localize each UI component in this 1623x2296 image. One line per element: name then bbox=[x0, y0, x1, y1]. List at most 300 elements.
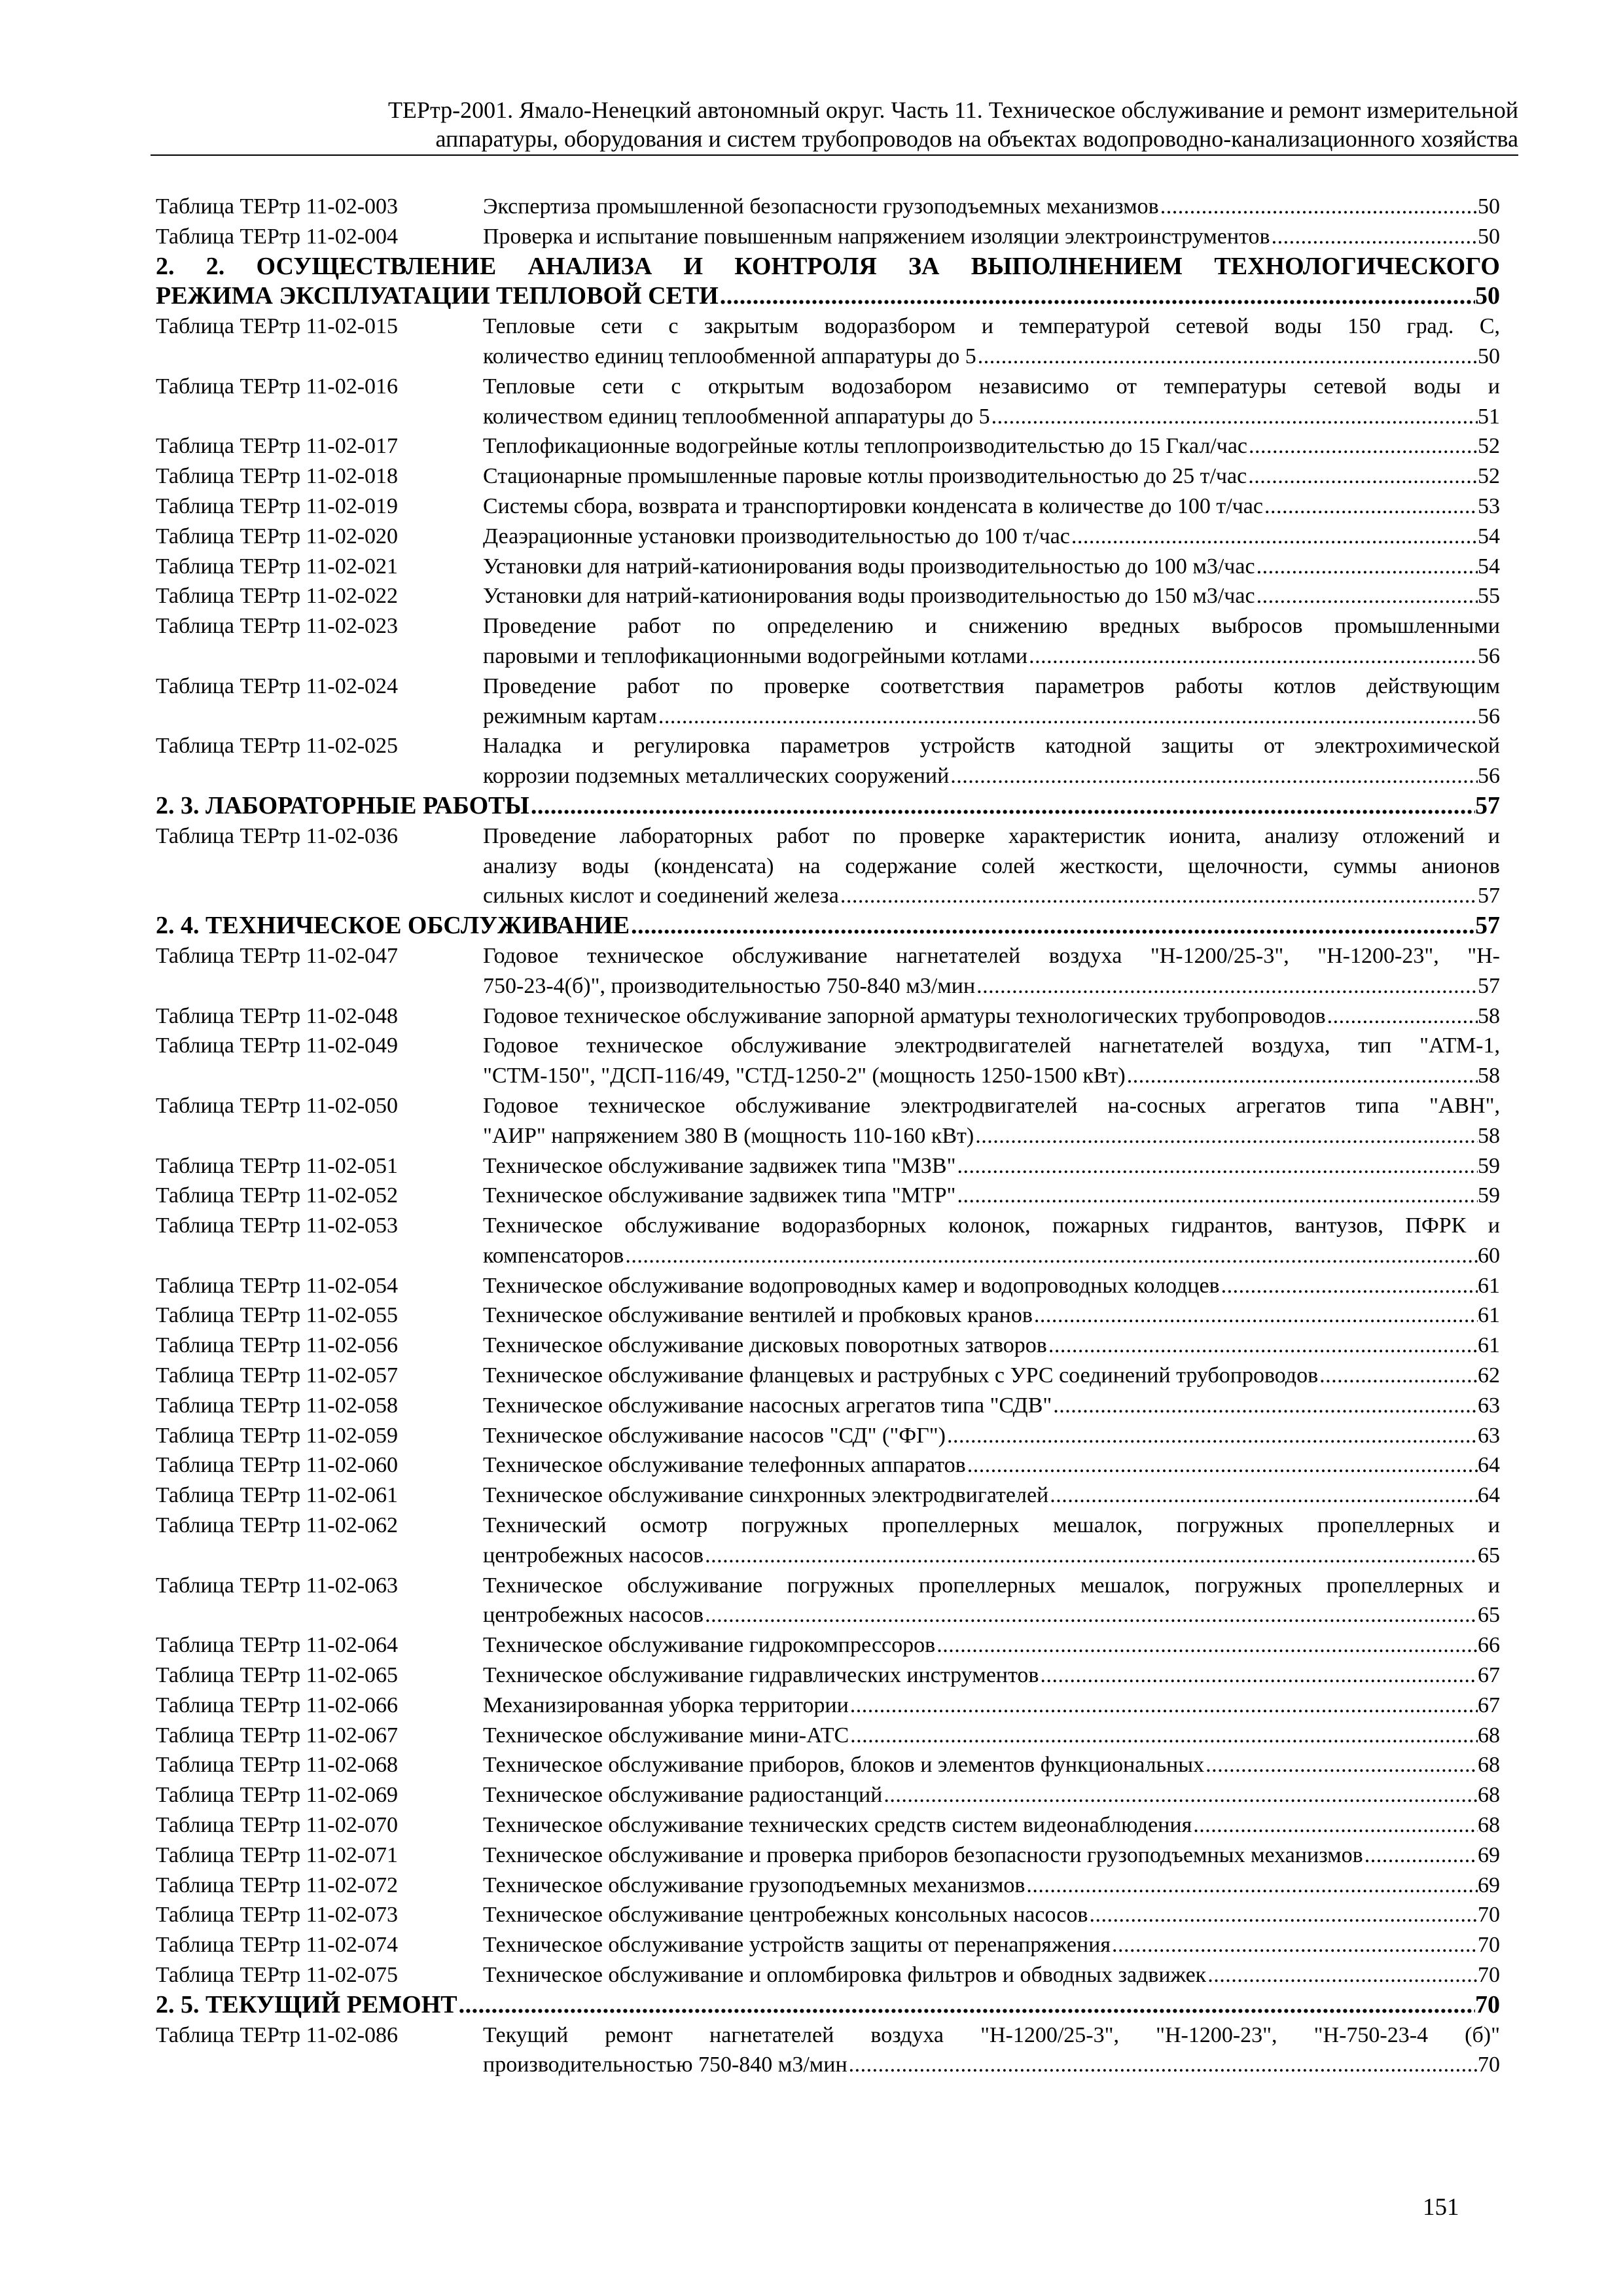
toc-title: 2. 4. ТЕХНИЧЕСКОЕ ОБСЛУЖИВАНИЕ bbox=[156, 912, 630, 940]
dot-leader bbox=[974, 1121, 1478, 1151]
dot-leader bbox=[1052, 1391, 1478, 1421]
toc-leader-line bbox=[483, 1630, 1500, 1660]
toc-table-code: Таблица ТЕРтр 11-02-048 bbox=[156, 1003, 399, 1028]
toc-title: Техническое обслуживание синхронных электродвигателей bbox=[483, 1483, 1049, 1508]
toc-page-number: 57 bbox=[1475, 791, 1500, 819]
toc-entry[interactable] bbox=[156, 1001, 1500, 1031]
toc-entry-text bbox=[483, 1511, 1500, 1571]
toc-leader-line bbox=[483, 461, 1500, 492]
toc-entry[interactable] bbox=[156, 672, 1500, 732]
toc-page-number: 57 bbox=[1475, 912, 1500, 940]
toc-title: Деаэрационные установки производительностью до 100 т/час bbox=[483, 524, 1070, 548]
toc-table-code: Таблица ТЕРтр 11-02-053 bbox=[156, 1213, 399, 1238]
toc-entry[interactable] bbox=[156, 1721, 1500, 1751]
toc-page-number: 70 bbox=[1478, 1963, 1500, 1988]
toc-leader-line bbox=[483, 1181, 1500, 1211]
dot-leader bbox=[1048, 1480, 1478, 1511]
toc-entry-text bbox=[483, 1091, 1500, 1151]
dot-leader bbox=[849, 1691, 1478, 1721]
toc-page-number: 70 bbox=[1478, 1903, 1500, 1928]
toc-title: Проверка и испытание повышенным напряжением изоляции электроинструментов bbox=[483, 224, 1270, 249]
toc-table-code: Таблица ТЕРтр 11-02-020 bbox=[156, 524, 399, 548]
dot-leader bbox=[1111, 1930, 1478, 1960]
dot-leader bbox=[1247, 461, 1478, 492]
toc-title: Техническое обслуживание задвижек типа "МЗВ" bbox=[483, 1153, 956, 1178]
toc-entry[interactable] bbox=[156, 552, 1500, 582]
toc-title: Техническое обслуживание приборов, блоков и элементов функциональных bbox=[483, 1753, 1205, 1778]
toc-entry-text bbox=[483, 1960, 1500, 1990]
toc-description-line: Проведение работ по проверке соответствия параметров работы котлов действующим bbox=[483, 673, 1500, 698]
toc-entry-text bbox=[483, 1181, 1500, 1211]
toc-entry-text bbox=[483, 611, 1500, 672]
toc-table-code: Таблица ТЕРтр 11-02-086 bbox=[156, 2022, 399, 2047]
toc-title: Техническое обслуживание вентилей и пробковых кранов bbox=[483, 1303, 1033, 1328]
toc-leader-line bbox=[483, 1541, 1500, 1571]
toc-title: Техническое обслуживание грузоподъемных механизмов bbox=[483, 1873, 1026, 1897]
toc-leader-line bbox=[483, 1300, 1500, 1331]
toc-entry-text bbox=[483, 1900, 1500, 1930]
toc-entry-text bbox=[483, 1391, 1500, 1421]
dot-leader bbox=[1363, 1840, 1478, 1871]
toc-page-number: 54 bbox=[1478, 524, 1500, 548]
toc-entry[interactable] bbox=[156, 431, 1500, 461]
toc-table-code: Таблица ТЕРтр 11-02-016 bbox=[156, 374, 399, 399]
toc-title: количество единиц теплообменной аппаратуры до 5 bbox=[483, 344, 976, 368]
toc-leader-line bbox=[483, 1121, 1500, 1151]
toc-entry-text bbox=[483, 731, 1500, 791]
dot-leader bbox=[1270, 222, 1478, 252]
toc-title: Техническое обслуживание телефонных аппаратов bbox=[483, 1453, 966, 1478]
dot-leader bbox=[1025, 1871, 1478, 1901]
toc-leader-line bbox=[483, 641, 1500, 672]
toc-title: 2. 3. ЛАБОРАТОРНЫЕ РАБОТЫ bbox=[156, 791, 529, 819]
toc-entry-text bbox=[483, 461, 1500, 492]
toc-page-number: 63 bbox=[1478, 1393, 1500, 1418]
toc-description-line: Проведение работ по определению и снижению вредных выбросов промышленными bbox=[483, 614, 1500, 639]
toc-description-line: Годовое техническое обслуживание нагнетателей воздуха "Н-1200/25-3", "Н-1200-23", "Н- bbox=[483, 943, 1500, 968]
dot-leader bbox=[975, 971, 1478, 1001]
toc-leader-line bbox=[483, 1391, 1500, 1421]
dot-leader bbox=[1220, 1271, 1478, 1301]
toc-title: Стационарные промышленные паровые котлы производительностью до 25 т/час bbox=[483, 464, 1247, 489]
toc-title: коррозии подземных металлических сооружений bbox=[483, 764, 950, 789]
toc-table-code: Таблица ТЕРтр 11-02-052 bbox=[156, 1183, 399, 1208]
toc-leader-line bbox=[483, 1001, 1500, 1031]
toc-entry-text bbox=[483, 1721, 1500, 1751]
toc-entry[interactable] bbox=[156, 1211, 1500, 1271]
toc-entry-text bbox=[483, 522, 1500, 552]
toc-page-number: 50 bbox=[1478, 224, 1500, 249]
dot-leader bbox=[1326, 1001, 1478, 1031]
toc-entry[interactable] bbox=[156, 1511, 1500, 1571]
toc-leader-line bbox=[483, 702, 1500, 732]
toc-entry-text bbox=[483, 1361, 1500, 1391]
toc-page-number: 59 bbox=[1478, 1183, 1500, 1208]
toc-page-number: 63 bbox=[1478, 1423, 1500, 1448]
toc-table-code: Таблица ТЕРтр 11-02-050 bbox=[156, 1093, 399, 1118]
toc-leader-line bbox=[483, 1061, 1500, 1091]
toc-title: Техническое обслуживание радиостанций bbox=[483, 1783, 883, 1808]
toc-page-number: 50 bbox=[1478, 344, 1500, 368]
toc-description-line: Наладка и регулировка параметров устройств катодной защиты от электрохимической bbox=[483, 734, 1500, 759]
toc-description-line: Технический осмотр погружных пропеллерных мешалок, погружных пропеллерных и bbox=[483, 1513, 1500, 1538]
toc-title: Техническое обслуживание мини-АТС bbox=[483, 1723, 849, 1748]
toc-entry[interactable] bbox=[156, 2020, 1500, 2081]
toc-page-number: 50 bbox=[1475, 282, 1500, 310]
toc-leader-line bbox=[483, 552, 1500, 582]
dot-leader bbox=[990, 402, 1478, 432]
toc-entry-text bbox=[483, 1871, 1500, 1901]
toc-leader-line bbox=[156, 281, 1500, 312]
toc-title: Техническое обслуживание задвижек типа "МТР" bbox=[483, 1183, 956, 1208]
toc-leader-line bbox=[156, 1990, 1500, 2020]
toc-page-number: 67 bbox=[1478, 1663, 1500, 1688]
toc-entry[interactable] bbox=[156, 1691, 1500, 1721]
dot-leader bbox=[1255, 581, 1478, 611]
dot-leader bbox=[1255, 552, 1478, 582]
toc-table-code: Таблица ТЕРтр 11-02-055 bbox=[156, 1303, 399, 1328]
toc-title: центробежных насосов bbox=[483, 1543, 704, 1568]
toc-page-number: 60 bbox=[1478, 1243, 1500, 1268]
toc-entry[interactable] bbox=[156, 1091, 1500, 1151]
toc-page-number: 62 bbox=[1478, 1363, 1500, 1388]
toc-entry-text bbox=[483, 1480, 1500, 1511]
toc-table-code: Таблица ТЕРтр 11-02-064 bbox=[156, 1633, 399, 1658]
dot-leader bbox=[955, 1151, 1478, 1181]
toc-page-number: 67 bbox=[1478, 1693, 1500, 1717]
toc-entry[interactable] bbox=[156, 1181, 1500, 1211]
dot-leader bbox=[955, 1181, 1478, 1211]
dot-leader bbox=[839, 881, 1478, 911]
toc-leader-line bbox=[483, 1421, 1500, 1451]
toc-leader-line bbox=[483, 1450, 1500, 1480]
toc-entry[interactable] bbox=[156, 1960, 1500, 1990]
toc-description-line: Годовое техническое обслуживание электродвигателей нагнетателей воздуха, тип "АТМ-1, bbox=[483, 1033, 1500, 1058]
toc-entry[interactable] bbox=[156, 1871, 1500, 1901]
toc-title: Механизированная уборка территории bbox=[483, 1693, 849, 1717]
toc-page-number: 61 bbox=[1478, 1303, 1500, 1328]
toc-entry[interactable] bbox=[156, 1391, 1500, 1421]
dot-leader bbox=[630, 911, 1475, 941]
toc-table-code: Таблица ТЕРтр 11-02-021 bbox=[156, 554, 399, 579]
dot-leader bbox=[1318, 1361, 1478, 1391]
toc-page-number: 52 bbox=[1478, 464, 1500, 489]
toc-title: количеством единиц теплообменной аппаратуры до 5 bbox=[483, 404, 990, 429]
toc-entry[interactable] bbox=[156, 1151, 1500, 1181]
toc-leader-line bbox=[483, 761, 1500, 791]
toc-table-code: Таблица ТЕРтр 11-02-024 bbox=[156, 673, 399, 698]
dot-leader bbox=[849, 1721, 1478, 1751]
toc-leader-line bbox=[483, 1780, 1500, 1810]
dot-leader bbox=[976, 342, 1478, 372]
toc-leader-line bbox=[156, 911, 1500, 941]
toc-title: Техническое обслуживание гидравлических инструментов bbox=[483, 1663, 1039, 1688]
toc-entry-text bbox=[483, 1271, 1500, 1301]
toc-leader-line bbox=[483, 1721, 1500, 1751]
toc-leader-line bbox=[483, 402, 1500, 432]
toc-leader-line bbox=[483, 1480, 1500, 1511]
toc-title: Техническое обслуживание гидрокомпрессоров bbox=[483, 1633, 936, 1658]
toc-title: Техническое обслуживание технических средств систем видеонаблюдения bbox=[483, 1813, 1192, 1838]
dot-leader bbox=[1247, 431, 1478, 461]
dot-leader bbox=[457, 1990, 1475, 2020]
toc-entry-text bbox=[483, 941, 1500, 1001]
toc-entry-text bbox=[483, 552, 1500, 582]
toc-table-code: Таблица ТЕРтр 11-02-062 bbox=[156, 1513, 399, 1538]
toc-leader-line bbox=[483, 1960, 1500, 1990]
toc-table-code: Таблица ТЕРтр 11-02-036 bbox=[156, 823, 399, 848]
toc-entry-text bbox=[483, 1750, 1500, 1780]
toc-entry-text bbox=[483, 1630, 1500, 1660]
toc-page-number: 56 bbox=[1478, 704, 1500, 728]
toc-table-code: Таблица ТЕРтр 11-02-065 bbox=[156, 1663, 399, 1688]
toc-leader-line bbox=[483, 192, 1500, 222]
toc-page-number: 64 bbox=[1478, 1453, 1500, 1478]
toc-entry[interactable] bbox=[156, 372, 1500, 432]
table-of-contents bbox=[156, 192, 1500, 2080]
toc-entry[interactable] bbox=[156, 1480, 1500, 1511]
toc-title: компенсаторов bbox=[483, 1243, 624, 1268]
toc-page-number: 51 bbox=[1478, 404, 1500, 429]
toc-title: Теплофикационные водогрейные котлы теплопроизводительстью до 15 Гкал/час bbox=[483, 434, 1248, 459]
dot-leader bbox=[1204, 1750, 1478, 1780]
toc-entry[interactable] bbox=[156, 1331, 1500, 1361]
toc-entry[interactable] bbox=[156, 192, 1500, 222]
toc-entry-text bbox=[483, 1840, 1500, 1871]
toc-entry[interactable] bbox=[156, 941, 1500, 1001]
dot-leader bbox=[624, 1241, 1478, 1271]
toc-entry-text bbox=[483, 1031, 1500, 1091]
toc-page-number: 56 bbox=[1478, 643, 1500, 668]
toc-page-number: 64 bbox=[1478, 1483, 1500, 1508]
toc-page-number: 70 bbox=[1478, 1933, 1500, 1958]
toc-page-number: 68 bbox=[1478, 1783, 1500, 1808]
dot-leader bbox=[657, 702, 1478, 732]
toc-entry[interactable] bbox=[156, 821, 1500, 911]
toc-entry[interactable] bbox=[156, 1571, 1500, 1631]
toc-page-number: 50 bbox=[1478, 194, 1500, 219]
toc-leader-line bbox=[483, 1750, 1500, 1780]
toc-entry[interactable] bbox=[156, 611, 1500, 672]
dot-leader bbox=[1047, 1331, 1478, 1361]
toc-page-number: 65 bbox=[1478, 1543, 1500, 1568]
toc-entry[interactable] bbox=[156, 581, 1500, 611]
toc-table-code: Таблица ТЕРтр 11-02-018 bbox=[156, 464, 399, 489]
toc-entry[interactable] bbox=[156, 522, 1500, 552]
toc-leader-line bbox=[483, 1930, 1500, 1960]
toc-leader-line bbox=[483, 1660, 1500, 1691]
toc-title: режимным картам bbox=[483, 704, 657, 728]
dot-leader bbox=[1027, 641, 1478, 672]
toc-table-code: Таблица ТЕРтр 11-02-060 bbox=[156, 1453, 399, 1478]
toc-entry[interactable] bbox=[156, 461, 1500, 492]
toc-title: Техническое обслуживание водопроводных камер и водопроводных колодцев bbox=[483, 1273, 1220, 1298]
toc-page-number: 52 bbox=[1478, 434, 1500, 459]
toc-leader-line bbox=[483, 2050, 1500, 2080]
toc-table-code: Таблица ТЕРтр 11-02-051 bbox=[156, 1153, 399, 1178]
toc-entry-text bbox=[483, 222, 1500, 252]
dot-leader bbox=[529, 791, 1475, 821]
toc-page-number: 58 bbox=[1478, 1064, 1500, 1088]
toc-page-number: 68 bbox=[1478, 1723, 1500, 1748]
toc-entry-text bbox=[483, 821, 1500, 911]
toc-table-code: Таблица ТЕРтр 11-02-066 bbox=[156, 1693, 399, 1717]
toc-entry-text bbox=[483, 1421, 1500, 1451]
toc-table-code: Таблица ТЕРтр 11-02-056 bbox=[156, 1333, 399, 1358]
toc-leader-line bbox=[483, 1361, 1500, 1391]
toc-title: Техническое обслуживание насосов "СД" ("ФГ") bbox=[483, 1423, 946, 1448]
toc-page-number: 59 bbox=[1478, 1153, 1500, 1178]
toc-table-code: Таблица ТЕРтр 11-02-075 bbox=[156, 1963, 399, 1988]
toc-title: сильных кислот и соединений железа bbox=[483, 884, 839, 908]
toc-table-code: Таблица ТЕРтр 11-02-067 bbox=[156, 1723, 399, 1748]
dot-leader bbox=[1126, 1061, 1478, 1091]
toc-entry[interactable] bbox=[156, 1930, 1500, 1960]
toc-entry-text bbox=[483, 1691, 1500, 1721]
toc-page-number: 53 bbox=[1478, 493, 1500, 518]
header-line-1: ТЕРтр-2001. Ямало-Ненецкий автономный округ. Часть 11. Техническое обслуживание и ремонт измерительной bbox=[387, 97, 1518, 123]
toc-entry[interactable] bbox=[156, 1840, 1500, 1871]
toc-entry[interactable] bbox=[156, 1361, 1500, 1391]
toc-leader-line bbox=[483, 1271, 1500, 1301]
toc-leader-line bbox=[483, 431, 1500, 461]
toc-entry[interactable] bbox=[156, 1031, 1500, 1091]
toc-entry[interactable] bbox=[156, 1630, 1500, 1660]
toc-title: Техническое обслуживание и проверка приборов безопасности грузоподъемных механизмов bbox=[483, 1842, 1363, 1867]
toc-entry[interactable] bbox=[156, 492, 1500, 522]
toc-leader-line bbox=[483, 1871, 1500, 1901]
toc-entry-text bbox=[483, 1571, 1500, 1631]
toc-page-number: 69 bbox=[1478, 1873, 1500, 1897]
toc-entry-text bbox=[483, 1300, 1500, 1331]
toc-title: "АИР" напряжением 380 В (мощность 110-160 кВт) bbox=[483, 1123, 974, 1148]
toc-entry-text bbox=[483, 192, 1500, 222]
toc-entry[interactable] bbox=[156, 1810, 1500, 1840]
toc-leader-line bbox=[483, 492, 1500, 522]
dot-leader bbox=[946, 1421, 1478, 1451]
toc-title: Техническое обслуживание фланцевых и раструбных с УРС соединений трубопроводов bbox=[483, 1363, 1319, 1388]
toc-title: Установки для натрий-катионирования воды производительностью до 150 м3/час bbox=[483, 584, 1255, 609]
toc-entry-text bbox=[483, 372, 1500, 432]
toc-table-code: Таблица ТЕРтр 11-02-019 bbox=[156, 493, 399, 518]
toc-entry[interactable] bbox=[156, 1780, 1500, 1810]
toc-page-number: 70 bbox=[1475, 1990, 1500, 2018]
toc-title: Системы сбора, возврата и транспортировки конденсата в количестве до 100 т/час bbox=[483, 493, 1263, 518]
dot-leader bbox=[704, 1600, 1478, 1630]
header-line-2: аппаратуры, оборудования и систем трубопроводов на объектах водопроводно-канализационного хозяйства bbox=[435, 126, 1518, 152]
toc-table-code: Таблица ТЕРтр 11-02-059 bbox=[156, 1423, 399, 1448]
toc-page-number: 58 bbox=[1478, 1123, 1500, 1148]
toc-entry-text bbox=[483, 431, 1500, 461]
toc-title: Техническое обслуживание центробежных консольных насосов bbox=[483, 1903, 1088, 1928]
toc-entry[interactable] bbox=[156, 1300, 1500, 1331]
toc-entry[interactable] bbox=[156, 731, 1500, 791]
toc-title: Техническое обслуживание и опломбировка фильтров и обводных задвижек bbox=[483, 1963, 1207, 1988]
toc-section-heading[interactable] bbox=[156, 791, 1500, 821]
toc-title: Годовое техническое обслуживание запорной арматуры технологических трубопроводов bbox=[483, 1003, 1326, 1028]
toc-title: Установки для натрий-катионирования воды производительностью до 100 м3/час bbox=[483, 554, 1255, 579]
toc-table-code: Таблица ТЕРтр 11-02-023 bbox=[156, 614, 399, 639]
running-header bbox=[151, 96, 1518, 156]
toc-entry[interactable] bbox=[156, 1271, 1500, 1301]
toc-table-code: Таблица ТЕРтр 11-02-072 bbox=[156, 1873, 399, 1897]
page-number: 151 bbox=[1423, 2194, 1459, 2221]
toc-title: РЕЖИМА ЭКСПЛУАТАЦИИ ТЕПЛОВОЙ СЕТИ bbox=[156, 282, 719, 310]
toc-title: паровыми и теплофикационными водогрейными котлами bbox=[483, 643, 1028, 668]
toc-page-number: 69 bbox=[1478, 1842, 1500, 1867]
toc-page-number: 57 bbox=[1478, 973, 1500, 998]
toc-leader-line bbox=[483, 1331, 1500, 1361]
toc-entry[interactable] bbox=[156, 1421, 1500, 1451]
dot-leader bbox=[847, 2050, 1478, 2080]
toc-title: Техническое обслуживание насосных агрегатов типа "СДВ" bbox=[483, 1393, 1052, 1418]
toc-entry-text bbox=[483, 1780, 1500, 1810]
toc-table-code: Таблица ТЕРтр 11-02-071 bbox=[156, 1842, 399, 1867]
toc-entry-text bbox=[483, 1151, 1500, 1181]
toc-section-heading[interactable] bbox=[156, 252, 1500, 312]
toc-description-line: Текущий ремонт нагнетателей воздуха "Н-1200/25-3", "Н-1200-23", "Н-750-23-4 (б)" bbox=[483, 2022, 1500, 2047]
toc-page-number: 66 bbox=[1478, 1633, 1500, 1658]
toc-leader-line bbox=[483, 1900, 1500, 1930]
toc-entry[interactable] bbox=[156, 1900, 1500, 1930]
toc-description-line: Техническое обслуживание погружных пропеллерных мешалок, погружных пропеллерных и bbox=[483, 1573, 1500, 1598]
dot-leader bbox=[704, 1541, 1478, 1571]
toc-leader-line bbox=[483, 1600, 1500, 1630]
toc-table-code: Таблица ТЕРтр 11-02-004 bbox=[156, 224, 399, 249]
toc-leader-line bbox=[483, 881, 1500, 911]
toc-entry[interactable] bbox=[156, 1660, 1500, 1691]
toc-table-code: Таблица ТЕРтр 11-02-061 bbox=[156, 1483, 399, 1508]
toc-title: центробежных насосов bbox=[483, 1603, 704, 1628]
toc-entry[interactable] bbox=[156, 222, 1500, 252]
toc-description-line: Тепловые сети с открытым водозабором независимо от температуры сетевой воды и bbox=[483, 374, 1500, 399]
toc-section-text bbox=[156, 1990, 1500, 2020]
toc-section-text bbox=[156, 911, 1500, 941]
toc-table-code: Таблица ТЕРтр 11-02-069 bbox=[156, 1783, 399, 1808]
dot-leader bbox=[1088, 1900, 1478, 1930]
dot-leader bbox=[935, 1630, 1478, 1660]
dot-leader bbox=[1192, 1810, 1478, 1840]
toc-entry[interactable] bbox=[156, 312, 1500, 372]
toc-leader-line bbox=[156, 791, 1500, 821]
toc-page-number: 61 bbox=[1478, 1273, 1500, 1298]
toc-title: Техническое обслуживание дисковых поворотных затворов bbox=[483, 1333, 1047, 1358]
toc-page-number: 68 bbox=[1478, 1813, 1500, 1838]
toc-page-number: 56 bbox=[1478, 764, 1500, 789]
toc-title: 2. 5. ТЕКУЩИЙ РЕМОНТ bbox=[156, 1990, 457, 2018]
toc-description-line: Проведение лабораторных работ по проверке характеристик ионита, анализу отложений и bbox=[483, 823, 1500, 848]
toc-page-number: 65 bbox=[1478, 1603, 1500, 1628]
toc-entry[interactable] bbox=[156, 1750, 1500, 1780]
toc-page-number: 61 bbox=[1478, 1333, 1500, 1358]
toc-leader-line bbox=[483, 1691, 1500, 1721]
toc-entry-text bbox=[483, 1660, 1500, 1691]
toc-leader-line bbox=[483, 342, 1500, 372]
toc-section-heading[interactable] bbox=[156, 911, 1500, 941]
toc-leader-line bbox=[483, 1151, 1500, 1181]
toc-title: Техническое обслуживание устройств защиты от перенапряжения bbox=[483, 1933, 1111, 1958]
dot-leader bbox=[882, 1780, 1478, 1810]
dot-leader bbox=[719, 281, 1475, 312]
toc-table-code: Таблица ТЕРтр 11-02-022 bbox=[156, 584, 399, 609]
toc-title: "СТМ-150", "ДСП-116/49, "СТД-1250-2" (мощность 1250-1500 кВт) bbox=[483, 1064, 1126, 1088]
toc-section-heading[interactable] bbox=[156, 1990, 1500, 2020]
toc-entry-text bbox=[483, 492, 1500, 522]
toc-entry[interactable] bbox=[156, 1450, 1500, 1480]
toc-leader-line bbox=[483, 581, 1500, 611]
toc-page-number: 55 bbox=[1478, 584, 1500, 609]
toc-table-code: Таблица ТЕРтр 11-02-049 bbox=[156, 1033, 399, 1058]
